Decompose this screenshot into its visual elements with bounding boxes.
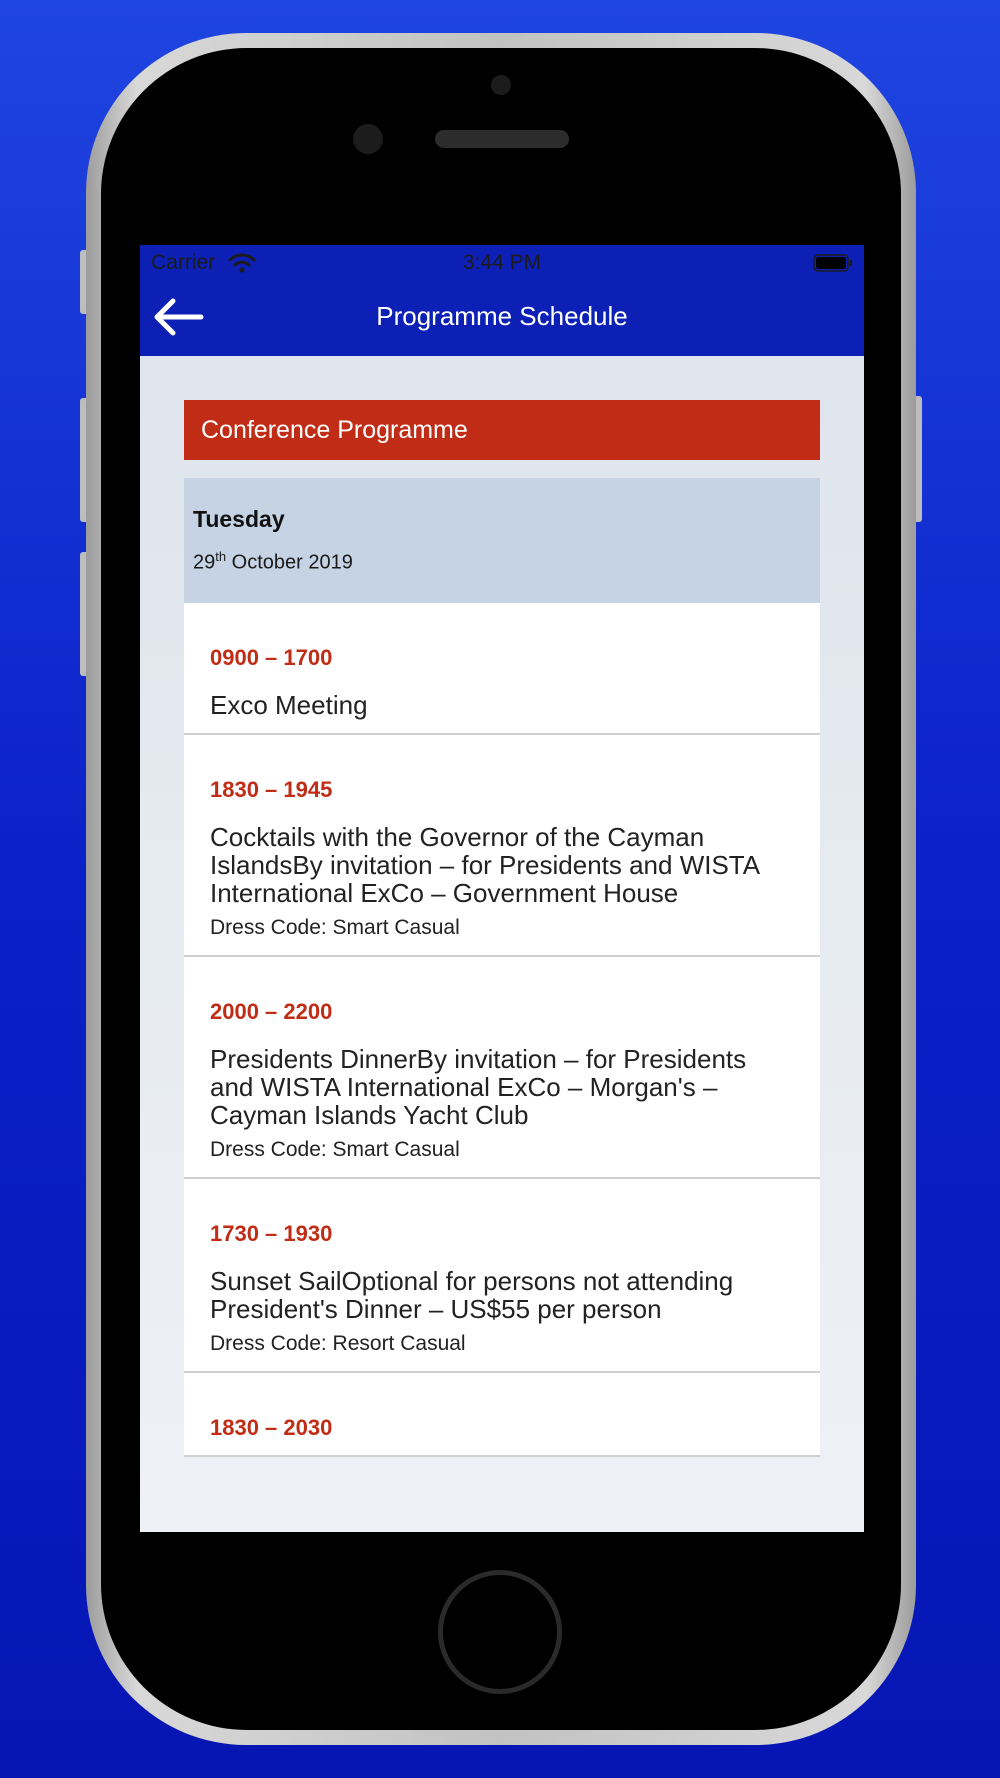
day-date (193, 549, 820, 575)
schedule-item[interactable] (184, 603, 820, 735)
earpiece-speaker (435, 130, 569, 148)
day-header (184, 478, 820, 603)
date-rest: October 2019 (231, 551, 353, 574)
status-bar (140, 245, 864, 281)
schedule-content (184, 400, 820, 1457)
item-time: 1730 – 1930 (210, 1221, 333, 1246)
item-dress-code: Dress Code: Resort Casual (210, 1332, 466, 1355)
item-dress-code: Dress Code: Smart Casual (210, 916, 460, 939)
item-time: 1830 – 2030 (210, 1415, 333, 1440)
date-suffix: th (215, 549, 227, 564)
home-button[interactable] (438, 1570, 562, 1694)
item-title: Presidents DinnerBy invitation – for Presidents and WISTA International ExCo – Morgan's – Cayman Islands Yacht Club (210, 1044, 747, 1130)
schedule-item[interactable] (184, 1179, 820, 1373)
status-time: 3:44 PM (462, 251, 542, 274)
item-time: 2000 – 2200 (210, 999, 333, 1024)
proximity-sensor (491, 75, 511, 95)
app-screen (140, 245, 864, 1532)
nav-bar (140, 281, 864, 356)
schedule-item[interactable] (184, 735, 820, 957)
carrier-label: Carrier (151, 251, 216, 274)
day-name: Tuesday (193, 506, 285, 532)
front-camera (353, 124, 383, 154)
schedule-item[interactable] (184, 1373, 820, 1457)
item-title: Cocktails with the Governor of the Cayman IslandsBy invitation – for Presidents and WISTA International ExCo – Government House (210, 822, 759, 908)
page-title: Programme Schedule (376, 301, 628, 331)
item-time: 0900 – 1700 (210, 645, 333, 670)
item-time: 1830 – 1945 (210, 777, 333, 802)
date-day: 29 (193, 551, 216, 574)
battery-icon (813, 254, 853, 272)
section-header: Conference Programme (184, 400, 820, 460)
schedule-item[interactable] (184, 957, 820, 1179)
item-dress-code: Dress Code: Smart Casual (210, 1138, 460, 1161)
item-title: Exco Meeting (210, 690, 368, 720)
item-title: Sunset SailOptional for persons not attending President's Dinner – US$55 per person (210, 1266, 734, 1324)
